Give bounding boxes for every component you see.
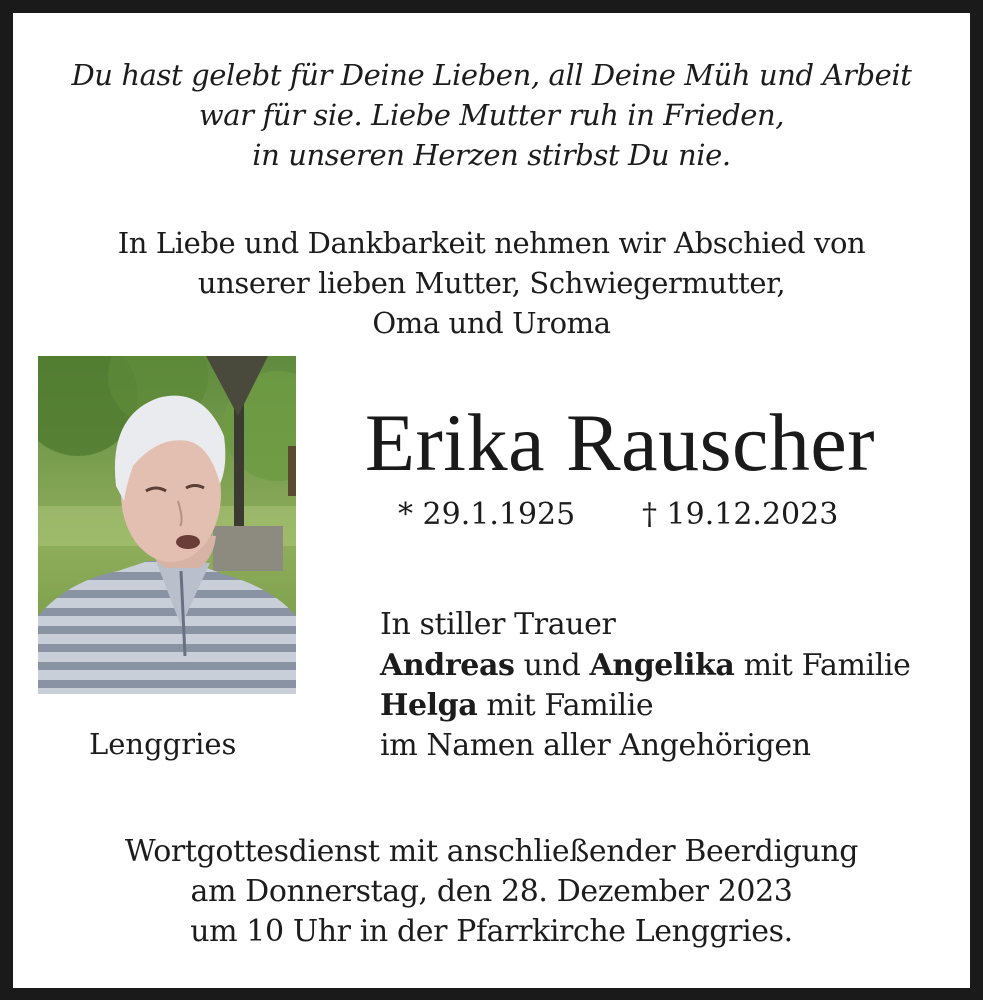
mourners-line-3 — [380, 688, 653, 723]
mourner-family-1: mit Familie — [743, 648, 911, 683]
mourner-conjunction: und — [523, 648, 581, 683]
deceased-name: Erika Rauscher — [364, 397, 876, 488]
verse-line-3: in unseren Herzen stirbst Du nie. — [252, 138, 731, 172]
mourner-name-andreas: Andreas — [380, 648, 515, 683]
service-line-2: am Donnerstag, den 28. Dezember 2023 — [190, 874, 793, 909]
verse-line-1: Du hast gelebt für Deine Lieben, all Deine Müh und Arbeit — [71, 58, 912, 92]
intro-line-2: unserer lieben Mutter, Schwiegermutter, — [197, 266, 786, 300]
mourner-family-2: mit Familie — [486, 688, 654, 723]
portrait-photo — [38, 356, 296, 694]
death-date: † 19.12.2023 — [642, 497, 839, 532]
service-line-3: um 10 Uhr in der Pfarrkirche Lenggries. — [190, 914, 793, 949]
birth-date: * 29.1.1925 — [398, 497, 576, 532]
verse-line-2: war für sie. Liebe Mutter ruh in Frieden, — [198, 98, 785, 132]
mourner-name-angelika: Angelika — [589, 648, 735, 683]
mourners-line-4: im Namen aller Angehörigen — [380, 728, 811, 763]
intro-line-3: Oma und Uroma — [372, 306, 611, 340]
mourner-name-helga: Helga — [380, 688, 478, 723]
mourners-heading: In stiller Trauer — [380, 607, 616, 642]
place-name: Lenggries — [89, 727, 237, 761]
service-line-1: Wortgottesdienst mit anschließender Beerdigung — [124, 834, 859, 869]
mourners-line-2 — [380, 648, 910, 683]
intro-line-1: In Liebe und Dankbarkeit nehmen wir Abschied von — [117, 226, 866, 260]
